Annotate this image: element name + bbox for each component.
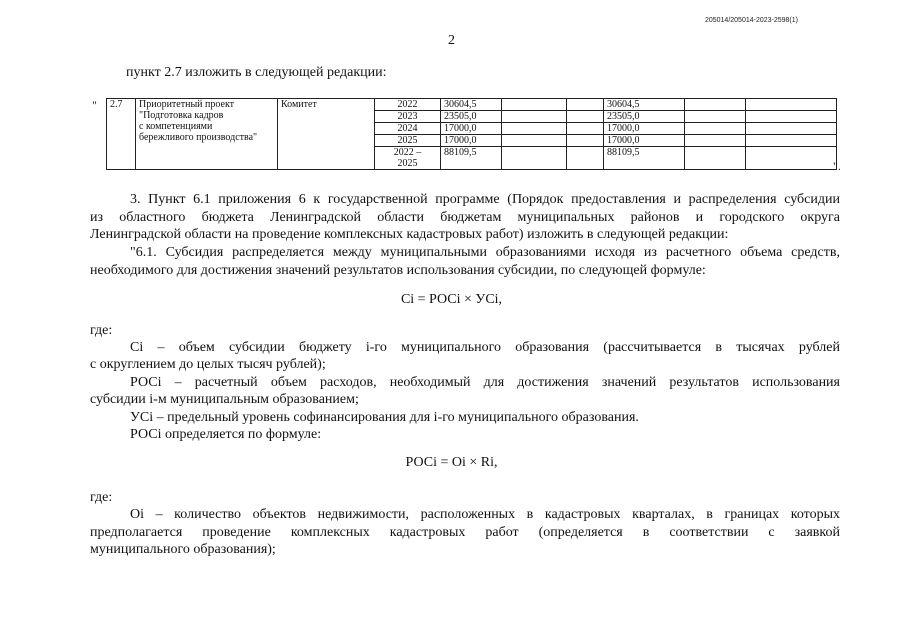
value-cell: 23505,0 [604,111,685,123]
paragraph-6-1-line: необходимого для достижения значений результатов использования субсидии, по следующей формуле: [90,263,706,278]
paragraph-6-1-line: "6.1. Субсидия распределяется между муниципальными образованиями исходя из расчетного объема средств, [130,245,840,260]
intro-text: пункт 2.7 изложить в следующей редакции: [126,65,387,80]
definition-usi-line: УСi – предельный уровень софинансирования для i-го муниципального образования. [130,410,639,425]
definition-ci-line: Ci – объем субсидии бюджету i-го муниципального образования (рассчитывается в тысячах рублей [130,340,840,355]
value-cell: 17000,0 [441,135,502,147]
definition-oi-line: муниципального образования); [90,542,276,557]
table-open-quote: " [92,98,97,112]
empty-cell [502,99,567,111]
empty-cell [502,123,567,135]
paragraph-3-line: из областного бюджета Ленинградской области бюджетам муниципальных районов и городского округа [90,210,840,225]
definition-rosi-line: РОСi – расчетный объем расходов, необходимый для достижения значений результатов использования [130,375,840,390]
empty-cell [567,123,604,135]
empty-cell [502,135,567,147]
item-number: 2.7 [107,99,136,170]
program-table [106,98,837,170]
empty-cell [685,123,746,135]
table-row [107,99,837,111]
empty-cell [685,147,746,170]
value-cell: 88109,5 [441,147,502,170]
empty-cell [567,135,604,147]
empty-cell [685,135,746,147]
empty-cell [746,99,837,111]
value-cell: 88109,5 [604,147,685,170]
total-year-line: 2025 [397,158,418,169]
year-cell: 2025 [375,135,441,147]
empty-cell [746,135,837,147]
project-name-line: "Подготовка кадров [139,110,224,121]
empty-cell [746,123,837,135]
paragraph-3-line: Ленинградской области на проведение комплексных кадастровых работ) изложить в следующей редакции: [90,227,729,242]
empty-cell [685,111,746,123]
table-close-quote: ". [833,159,841,173]
value-cell: 30604,5 [604,99,685,111]
year-cell: 2023 [375,111,441,123]
responsible-org: Комитет [278,99,375,170]
value-cell: 23505,0 [441,111,502,123]
total-year-line: 2022 – [393,147,422,158]
page-number: 2 [448,33,455,48]
project-name-line: с компетенциями [139,121,213,132]
empty-cell [567,147,604,170]
empty-cell [685,99,746,111]
value-cell: 17000,0 [604,123,685,135]
empty-cell [567,111,604,123]
paragraph-3-line: 3. Пункт 6.1 приложения 6 к государственной программе (Порядок предоставления и распределения субсидии [130,192,840,207]
where-label: где: [90,323,113,338]
year-cell: 2024 [375,123,441,135]
rosi-formula-intro: РОСi определяется по формуле: [130,427,322,442]
empty-cell [746,111,837,123]
definition-oi-line: Oi – количество объектов недвижимости, расположенных в кадастровых кварталах, в границах которых [130,507,840,522]
empty-cell [502,147,567,170]
definition-ci-line: с округлением до целых тысяч рублей); [90,357,326,372]
project-name-line: Приоритетный проект [139,99,235,110]
empty-cell [567,99,604,111]
value-cell: 17000,0 [441,123,502,135]
empty-cell [502,111,567,123]
formula-subsidy: Ci = РОСi × УСi, [400,292,503,307]
document-id: 205014/205014-2023-2598(1) [704,17,798,24]
project-name-line: бережливого производства" [139,132,258,143]
definition-rosi-line: субсидии i-м муниципальным образованием; [90,392,359,407]
year-cell: 2022 [375,99,441,111]
total-year-cell [375,147,441,170]
value-cell: 30604,5 [441,99,502,111]
value-cell: 17000,0 [604,135,685,147]
empty-cell [746,147,837,170]
definition-oi-line: предполагается проведение комплексных кадастровых работ (определяется в соответствии с заявкой [90,525,840,540]
formula-rosi: РОСi = Oi × Ri, [405,455,498,470]
where-label: где: [90,490,113,505]
project-name [136,99,278,170]
